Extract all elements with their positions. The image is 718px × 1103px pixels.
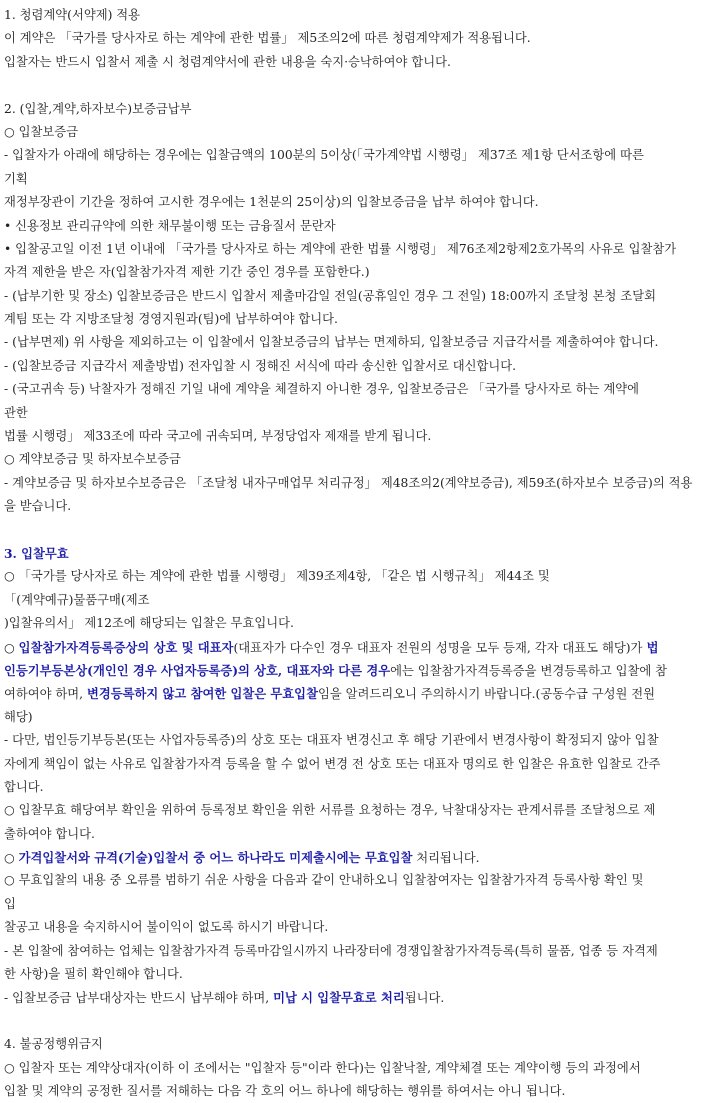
- highlight-text: 인등기부등본상(개인인 경우 사업자등록증)의 상호, 대표자와 다른 경우: [4, 662, 391, 678]
- text-segment: ○: [4, 640, 19, 655]
- text-segment: 입: [4, 896, 16, 911]
- text-line: [4, 215, 716, 238]
- text-line: [4, 261, 716, 284]
- text-segment: 계팀 또는 각 지방조달청 경영지원과(팀)에 납부하여야 합니다.: [4, 312, 338, 327]
- text-line: [4, 355, 716, 378]
- text-segment: • 입찰공고일 이전 1년 이내에 「국가를 당사자로 하는 계약에 관한 법률 시행령」 제76조제2항제2호가목의 사유로 입찰참가: [4, 241, 677, 256]
- text-line: [4, 285, 716, 308]
- text-segment: - (납부면제) 위 사항을 제외하고는 이 입찰에서 입찰보증금의 납부는 면제하되, 입찰보증금 지급각서를 제출하여야 합니다.: [4, 335, 659, 350]
- section-heading-line: [4, 542, 716, 565]
- text-segment: 입찰자는 반드시 입찰서 제출 시 청렴계약서에 관한 내용을 숙지·승낙하여야 합니다.: [4, 54, 451, 69]
- text-segment: 출하여야 합니다.: [4, 826, 95, 841]
- text-segment: 에는 입찰참가자격등록증을 변경등록하고 입찰에 참: [390, 663, 668, 678]
- text-line: [4, 378, 716, 401]
- text-line: [4, 565, 716, 588]
- text-line: [4, 191, 716, 214]
- text-line: [4, 448, 716, 471]
- text-segment: 임을 알려드리오니 주의하시기 바랍니다.(공동수급 구성원 전원: [317, 687, 656, 702]
- text-segment: 해당): [4, 709, 33, 724]
- text-segment: ○ 입찰보증금: [4, 124, 79, 139]
- text-segment: 을 받습니다.: [4, 499, 72, 514]
- text-line: [4, 799, 716, 822]
- text-segment: (대표자가 다수인 경우 대표자 전원의 성명을 모두 등재, 각자 대표도 해당)가: [233, 640, 643, 655]
- text-segment: • 신용정보 관리규약에 의한 채무불이행 또는 금융질서 문란자: [4, 218, 336, 233]
- text-segment: 기획: [4, 171, 28, 186]
- text-line: [4, 916, 716, 939]
- text-segment: ○: [4, 851, 19, 866]
- text-segment: - (입찰보증금 지급각서 제출방법) 전자입찰 시 정해진 서식에 따라 송신한 입찰서로 대신합니다.: [4, 358, 517, 373]
- text-segment: - 입찰자가 아래에 해당하는 경우에는 입찰금액의 100분의 5이상(「국가계약법 시행령」 제37조 제1항 단서조항에 따른: [4, 148, 644, 163]
- text-segment: 자에게 책임이 없는 사유로 입찰참가자격 등록을 할 수 없어 변경 전 상호 또는 대표자 명의로 한 입찰은 유효한 입찰로 간주: [4, 756, 661, 771]
- text-line: [4, 331, 716, 354]
- text-segment: - 본 입찰에 참여하는 업체는 입찰참가자격 등록마감일시까지 나라장터에 경쟁입찰참가자격등록(특히 물품, 업종 등 자격제: [4, 943, 658, 958]
- section-heading-line: [4, 4, 716, 27]
- text-line: [4, 495, 716, 518]
- highlight-text: 가격입찰서와 규격(기술)입찰서 중 어느 하나라도 미제출시에는 무효입찰: [18, 850, 413, 866]
- text-segment: 재정부장관이 기간을 정하여 고시한 경우에는 1천분의 25이상)의 입찰보증금을 납부 하여야 합니다.: [4, 195, 539, 210]
- text-line: [4, 589, 716, 612]
- text-line: [4, 121, 716, 144]
- section-3: [4, 542, 716, 1010]
- text-line: [4, 682, 716, 705]
- section-1: [4, 4, 716, 74]
- highlight-text: 미납 시 입찰무효로 처리: [273, 990, 405, 1006]
- text-segment: 「(계약예규)물품구매(제조: [4, 592, 150, 607]
- text-line: [4, 472, 716, 495]
- text-segment: ○ 「국가를 당사자로 하는 계약에 관한 법률 시행령」 제39조제4항, 「같은 법 시행규칙」 제44조 및: [4, 569, 550, 584]
- text-line: [4, 1080, 716, 1103]
- text-segment: - (납부기한 및 장소) 입찰보증금은 반드시 입찰서 제출마감일 전일(공휴일인 경우 그 전일) 18:00까지 조달청 본청 조달회: [4, 288, 656, 303]
- text-line: [4, 869, 716, 892]
- section-2: [4, 98, 716, 519]
- text-line: [4, 612, 716, 635]
- text-line: [4, 823, 716, 846]
- text-line: [4, 168, 716, 191]
- text-line: [4, 706, 716, 729]
- section-gap: [4, 74, 716, 97]
- text-line: [4, 893, 716, 916]
- text-line: [4, 636, 716, 659]
- text-line: [4, 144, 716, 167]
- text-segment: 4. 불공정행위금지: [4, 1037, 103, 1052]
- text-segment: ○ 계약보증금 및 하자보수보증금: [4, 452, 181, 467]
- text-segment: 1. 청렴계약(서약제) 적용: [4, 8, 141, 22]
- text-segment: ○ 입찰무효 해당여부 확인을 위하여 등록정보 확인을 위한 서류를 요청하는 경우, 낙찰대상자는 관계서류를 조달청으로 제: [4, 803, 656, 818]
- text-segment: 입찰 및 계약의 공정한 질서를 저해하는 다음 각 호의 어느 하나에 해당하는 행위를 하여서는 아니 됩니다.: [4, 1083, 566, 1098]
- text-line: [4, 753, 716, 776]
- text-segment: ○ 무효입찰의 내용 중 오류를 범하기 쉬운 사항을 다음과 같이 안내하오니 입찰참여자는 입찰참가자격 등록사항 확인 및: [4, 873, 644, 888]
- text-segment: 찰공고 내용을 숙지하시어 불이익이 없도록 하시기 바랍니다.: [4, 920, 329, 935]
- text-segment: - (국고귀속 등) 낙찰자가 정해진 기일 내에 계약을 체결하지 아니한 경우, 입찰보증금은 「국가를 당사자로 하는 계약에: [4, 382, 640, 397]
- text-line: [4, 846, 716, 869]
- text-line: [4, 659, 716, 682]
- text-line: [4, 238, 716, 261]
- highlight-text: 변경등록하지 않고 참여한 입찰은 무효입찰: [87, 686, 318, 702]
- text-line: [4, 1057, 716, 1080]
- text-line: [4, 308, 716, 331]
- text-segment: 2. (입찰,계약,하자보수)보증금납부: [4, 101, 192, 116]
- text-line: [4, 27, 716, 50]
- text-line: [4, 402, 716, 425]
- highlight-text: 3. 입찰무효: [4, 545, 69, 561]
- text-line: [4, 986, 716, 1009]
- section-gap: [4, 1010, 716, 1033]
- text-segment: 자격 제한을 받은 자(입찰참가자격 제한 기간 중인 경우를 포함한다.): [4, 265, 370, 280]
- highlight-text: 법: [642, 639, 659, 655]
- text-line: [4, 425, 716, 448]
- text-line: [4, 963, 716, 986]
- text-segment: 합니다.: [4, 779, 44, 794]
- text-segment: 여하여야 하며,: [4, 687, 87, 702]
- highlight-text: 입찰참가자격등록증상의 상호 및 대표자: [18, 639, 234, 655]
- text-segment: 관한: [4, 405, 28, 420]
- section-4: [4, 1033, 716, 1103]
- text-segment: )입찰유의서」 제12조에 해당되는 입찰은 무효입니다.: [4, 616, 294, 631]
- text-line: [4, 776, 716, 799]
- text-line: [4, 729, 716, 752]
- text-segment: - 계약보증금 및 하자보수보증금은 「조달청 내자구매업무 처리규정」 제48조의2(계약보증금), 제59조(하자보수 보증금)의 적용: [4, 475, 693, 490]
- text-segment: 한 사항)을 필히 확인해야 합니다.: [4, 967, 183, 982]
- text-line: [4, 51, 716, 74]
- text-segment: 이 계약은 「국가를 당사자로 하는 계약에 관한 법률」 제5조의2에 따른 청렴계약제가 적용됩니다.: [4, 31, 531, 46]
- text-segment: ○ 입찰자 또는 계약상대자(이하 이 조에서는 "입찰자 등"이라 한다)는 입찰낙찰, 계약체결 또는 계약이행 등의 과정에서: [4, 1060, 641, 1075]
- section-gap: [4, 519, 716, 542]
- notice-document: [4, 4, 716, 1103]
- text-segment: 처리됩니다.: [412, 851, 480, 866]
- section-heading-line: [4, 98, 716, 121]
- text-segment: 법률 시행령」 제33조에 따라 국고에 귀속되며, 부정당업자 제재를 받게 됩니다.: [4, 429, 432, 444]
- text-segment: 됩니다.: [404, 991, 445, 1006]
- text-segment: - 다만, 법인등기부등본(또는 사업자등록증)의 상호 또는 대표자 변경신고 후 해당 기관에서 변경사항이 확정되지 않아 입찰: [4, 733, 659, 748]
- text-line: [4, 940, 716, 963]
- text-segment: - 입찰보증금 납부대상자는 반드시 납부해야 하며,: [4, 991, 274, 1006]
- section-heading-line: [4, 1033, 716, 1056]
